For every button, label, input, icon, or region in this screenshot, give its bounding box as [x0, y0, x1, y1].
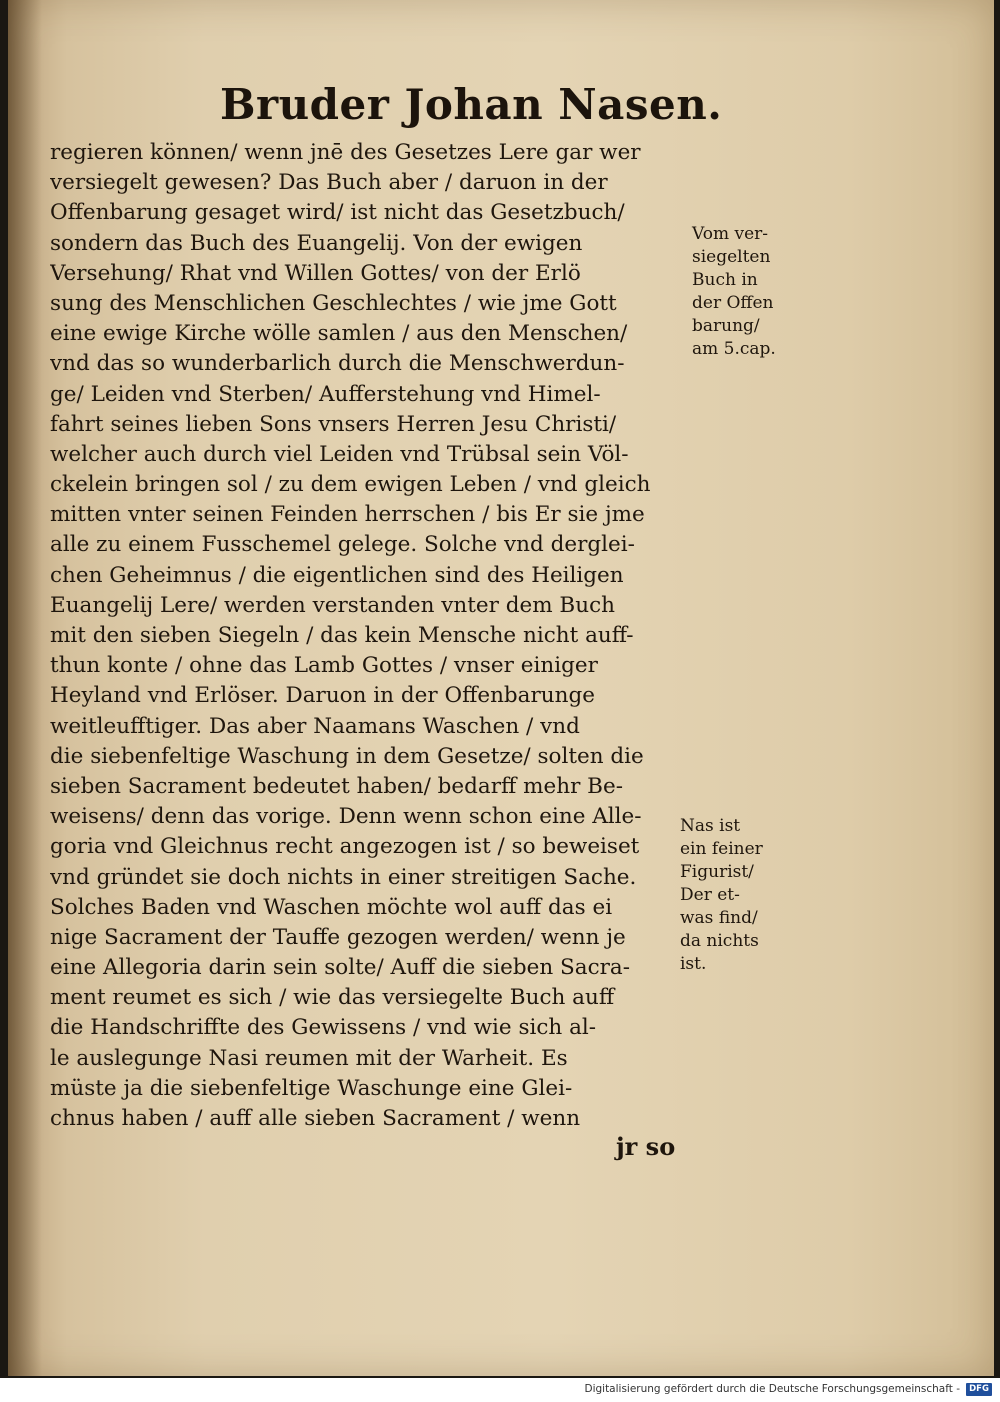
dfg-logo: DFG [966, 1383, 992, 1396]
body-line: chnus haben / auff alle sieben Sacrament / wenn [50, 1106, 581, 1131]
marginal-line: ein feiner [680, 839, 763, 859]
marginal-line: der Offen [692, 293, 774, 313]
funding-credit: Digitalisierung gefördert durch die Deutsche Forschungsgemeinschaft - [584, 1383, 960, 1395]
body-line: ge/ Leiden vnd Sterben/ Aufferstehung vnd Himel- [50, 381, 601, 407]
marginal-line: was find/ [680, 908, 758, 928]
body-line: goria vnd Gleichnus recht angezogen ist / so beweiset [50, 834, 640, 860]
running-head: Bruder Johan Nasen. [220, 80, 723, 129]
marginal-line: ist. [680, 954, 707, 974]
body-line: versiegelt gewesen? Das Buch aber / daruon in der [50, 170, 608, 196]
body-line: müste ja die siebenfeltige Waschunge eine Glei- [50, 1075, 573, 1101]
body-line: Offenbarung gesaget wird/ ist nicht das Gesetzbuch/ [50, 200, 625, 226]
body-line: eine ewige Kirche wölle samlen / aus den Menschen/ [50, 321, 628, 347]
body-line: ment reumet es sich / wie das versiegelte Buch auff [50, 985, 615, 1011]
body-line: mit den sieben Siegeln / das kein Mensche nicht auff- [50, 623, 634, 648]
footer-bar [0, 1378, 1000, 1402]
body-line: mitten vnter seinen Feinden herrschen / bis Er sie jme [50, 502, 645, 528]
body-line: weitleufftiger. Das aber Naamans Waschen / vnd [50, 713, 580, 739]
marginal-line: siegelten [692, 247, 771, 267]
body-line: Versehung/ Rhat vnd Willen Gottes/ von der Erlö [50, 260, 581, 286]
body-line: Solches Baden vnd Waschen möchte wol auff das ei [50, 894, 613, 920]
body-line: weisens/ denn das vorige. Denn wenn schon eine Alle- [50, 804, 642, 830]
body-line: thun konte / ohne das Lamb Gottes / vnser einiger [50, 653, 598, 679]
body-line: sondern das Buch des Euangelij. Von der ewigen [50, 230, 583, 256]
marginal-line: Figurist/ [680, 862, 754, 882]
marginal-line: Der et- [680, 885, 740, 905]
marginal-note-sealed-book [692, 223, 802, 361]
body-line: eine Allegoria darin sein solte/ Auff die sieben Sacra- [50, 955, 630, 981]
body-text [50, 138, 690, 1134]
body-line: Heyland vnd Erlöser. Daruon in der Offenbarunge [50, 683, 595, 709]
body-line: die Handschriffte des Gewissens / vnd wie sich al- [50, 1015, 597, 1041]
marginal-line: barung/ [692, 316, 760, 336]
marginal-line: Nas ist [680, 816, 741, 836]
body-line: welcher auch durch viel Leiden vnd Trübsal sein Völ- [50, 441, 629, 467]
marginal-note-figurist [680, 815, 790, 976]
body-line: sieben Sacrament bedeutet haben/ bedarff mehr Be- [50, 773, 623, 799]
body-line: chen Geheimnus / die eigentlichen sind des Heiligen [50, 562, 624, 588]
body-line: Euangelij Lere/ werden verstanden vnter dem Buch [50, 592, 615, 618]
marginal-line: da nichts [680, 931, 759, 951]
marginal-line: Vom ver- [692, 224, 769, 244]
marginal-line: Buch in [692, 270, 758, 290]
body-line: le auslegunge Nasi reumen mit der Warheit. Es [50, 1045, 568, 1071]
body-line: alle zu einem Fusschemel gelege. Solche vnd derglei- [50, 532, 635, 558]
body-line: vnd gründet sie doch nichts in einer streitigen Sache. [50, 864, 637, 890]
catchword: jr so [616, 1132, 676, 1161]
body-line: sung des Menschlichen Geschlechtes / wie jme Gott [50, 290, 617, 316]
body-line: fahrt seines lieben Sons vnsers Herren Jesu Christi/ [50, 411, 617, 437]
body-line: vnd das so wunderbarlich durch die Menschwerdun- [50, 351, 625, 377]
body-line: regieren können/ wenn jnē des Gesetzes Lere gar wer [50, 140, 641, 165]
marginal-line: am 5.cap. [692, 339, 776, 359]
body-line: ckelein bringen sol / zu dem ewigen Leben / vnd gleich [50, 472, 651, 498]
body-line: die siebenfeltige Waschung in dem Gesetze/ solten die [50, 743, 644, 769]
body-line: nige Sacrament der Tauffe gezogen werden/ wenn je [50, 924, 626, 950]
